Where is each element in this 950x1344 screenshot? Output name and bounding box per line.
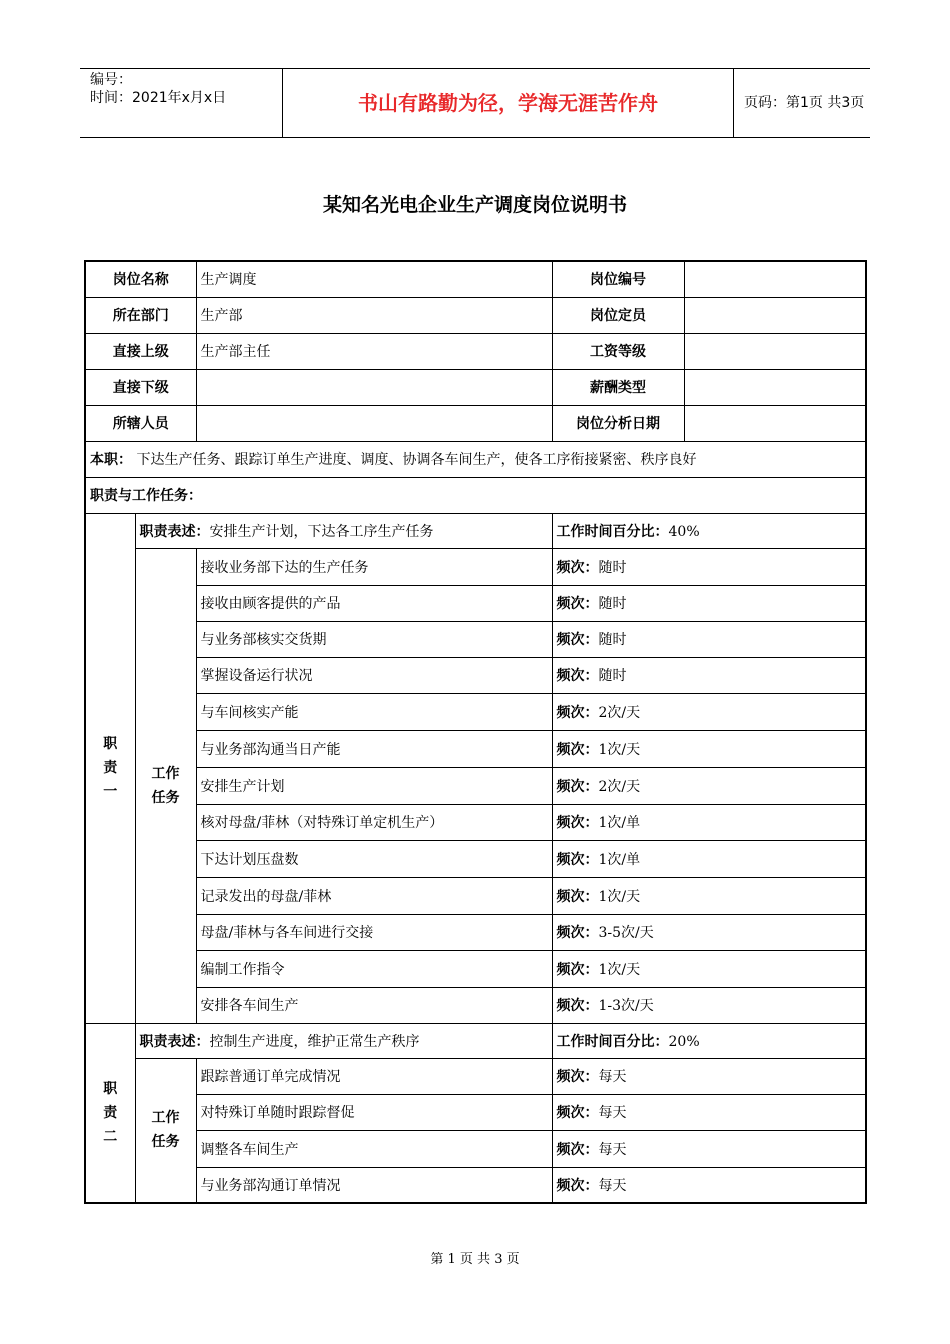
freq-label: 频次： [556,596,599,612]
info-label: 所在部门 [85,297,196,333]
freq-value: 每天 [598,1141,627,1158]
duty-desc-row [85,513,866,548]
benzhi-label: 本职： [90,452,132,468]
duty-desc [135,1023,552,1058]
benzhi-row [85,441,866,477]
freq-label: 频次： [556,704,599,721]
freq-value: 每天 [598,1069,627,1085]
info-value [196,369,552,405]
task-row [85,804,866,840]
info-label: 岗位定员 [552,297,684,333]
task-freq [552,767,866,804]
info-value [684,333,866,369]
task-freq [552,548,866,585]
task-label: 工作 任务 [135,548,196,1023]
task-row [85,621,866,657]
freq-label: 频次： [556,778,599,795]
freq-value: 1次/天 [598,741,641,758]
task-row [85,840,866,877]
task-row [85,987,866,1023]
freq-label: 频次： [556,741,599,758]
duty-desc-label: 职责表述： [139,1033,210,1050]
freq-value: 每天 [598,1177,627,1194]
document-title: 某知名光电企业生产调度岗位说明书 [322,194,627,216]
duty-desc-text: 控制生产进度，维护正常生产秩序 [209,1033,420,1050]
header-page-info: 页码：第1页 共3页 [744,95,865,111]
task-row [85,693,866,730]
task-freq [552,1058,866,1094]
task-freq [552,1130,866,1167]
task-text: 接收由顾客提供的产品 [196,585,552,621]
duty-name: 职 责 一 [85,513,135,1023]
freq-label: 频次： [556,559,599,576]
info-row [85,297,866,333]
info-value: 生产部主任 [196,333,552,369]
info-value [684,405,866,441]
task-row [85,1130,866,1167]
freq-label: 频次： [556,961,599,978]
task-freq [552,877,866,914]
task-freq [552,621,866,657]
info-row [85,405,866,441]
freq-label: 频次： [556,1141,599,1158]
task-label: 工作 任务 [135,1058,196,1203]
task-text: 与业务部核实交货期 [196,621,552,657]
task-row [85,548,866,585]
benzhi-cell [85,441,866,477]
info-label: 工资等级 [552,333,684,369]
time-label: 时间：2021年x月x日 [90,90,227,106]
duty-pct-label: 工作时间百分比： [556,523,669,540]
task-text: 与业务部沟通订单情况 [196,1167,552,1203]
freq-label: 频次： [556,668,599,684]
duty-pct-value: 40% [668,523,700,540]
duty-pct [552,1023,866,1058]
task-text: 调整各车间生产 [196,1130,552,1167]
page-footer: 第 1 页 共 3 页 [430,1252,520,1267]
duties-header-row [85,477,866,513]
job-description-table [84,260,867,1204]
info-label: 薪酬类型 [552,369,684,405]
duty-pct [552,513,866,548]
task-freq [552,1094,866,1130]
freq-value: 1次/天 [598,888,641,905]
info-label: 岗位分析日期 [552,405,684,441]
task-row [85,585,866,621]
info-label: 直接上级 [85,333,196,369]
task-row [85,657,866,693]
freq-value: 随时 [598,596,627,612]
freq-value: 3-5次/天 [598,925,654,941]
task-text: 安排各车间生产 [196,987,552,1023]
header-meta [80,69,282,137]
freq-value: 随时 [598,668,627,684]
task-text: 核对母盘/菲林（对特殊订单定机生产） [196,804,552,840]
freq-label: 频次： [556,888,599,905]
info-value [684,261,866,297]
info-label: 岗位名称 [85,261,196,297]
freq-value: 1次/单 [598,815,641,831]
info-value [684,369,866,405]
duty-desc-row [85,1023,866,1058]
task-row [85,1094,866,1130]
duty-desc-text: 安排生产计划，下达各工序生产任务 [209,523,434,540]
task-freq [552,693,866,730]
info-row [85,369,866,405]
task-text: 掌握设备运行状况 [196,657,552,693]
task-freq [552,914,866,950]
task-row [85,1058,866,1094]
task-text: 下达计划压盘数 [196,840,552,877]
duty-name: 职 责 二 [85,1023,135,1203]
freq-value: 2次/天 [598,704,641,721]
task-freq [552,730,866,767]
freq-label: 频次： [556,851,599,868]
duty-desc [135,513,552,548]
page-header [80,68,870,138]
task-text: 对特殊订单随时跟踪督促 [196,1094,552,1130]
duty-desc-label: 职责表述： [139,523,210,540]
task-row [85,950,866,987]
freq-value: 随时 [598,632,627,648]
task-row [85,767,866,804]
info-label: 直接下级 [85,369,196,405]
info-label: 所辖人员 [85,405,196,441]
task-text: 母盘/菲林与各车间进行交接 [196,914,552,950]
task-freq [552,987,866,1023]
duty-pct-value: 20% [668,1033,700,1050]
header-motto: 书山有路勤为径，学海无涯苦作舟 [282,69,734,137]
info-value [684,297,866,333]
task-row [85,914,866,950]
duties-header [85,477,866,513]
task-freq [552,804,866,840]
freq-value: 随时 [598,559,627,576]
task-text: 与车间核实产能 [196,693,552,730]
freq-label: 频次： [556,1069,599,1085]
task-freq [552,1167,866,1203]
duty-pct-label: 工作时间百分比： [556,1033,669,1050]
task-text: 与业务部沟通当日产能 [196,730,552,767]
task-text: 接收业务部下达的生产任务 [196,548,552,585]
freq-value: 1次/天 [598,961,641,978]
info-label: 岗位编号 [552,261,684,297]
task-text: 编制工作指令 [196,950,552,987]
task-freq [552,657,866,693]
task-freq [552,840,866,877]
task-freq [552,950,866,987]
benzhi-text: 下达生产任务、跟踪订单生产进度、调度、协调各车间生产，使各工序衔接紧密、秩序良好 [136,452,697,468]
freq-label: 频次： [556,1177,599,1194]
info-value [196,405,552,441]
task-text: 跟踪普通订单完成情况 [196,1058,552,1094]
freq-label: 频次： [556,1105,599,1121]
task-row [85,877,866,914]
freq-value: 1次/单 [598,851,641,868]
task-text: 记录发出的母盘/菲林 [196,877,552,914]
task-row [85,730,866,767]
task-text: 安排生产计划 [196,767,552,804]
freq-label: 频次： [556,925,599,941]
freq-value: 2次/天 [598,778,641,795]
freq-label: 频次： [556,632,599,648]
freq-value: 每天 [598,1105,627,1121]
freq-label: 频次： [556,998,599,1014]
freq-value: 1-3次/天 [598,998,654,1014]
duties-header-label: 职责与工作任务： [90,488,202,504]
info-value: 生产部 [196,297,552,333]
task-freq [552,585,866,621]
info-value: 生产调度 [196,261,552,297]
info-row [85,333,866,369]
freq-label: 频次： [556,815,599,831]
task-row [85,1167,866,1203]
number-label: 编号： [90,72,132,88]
info-row [85,261,866,297]
